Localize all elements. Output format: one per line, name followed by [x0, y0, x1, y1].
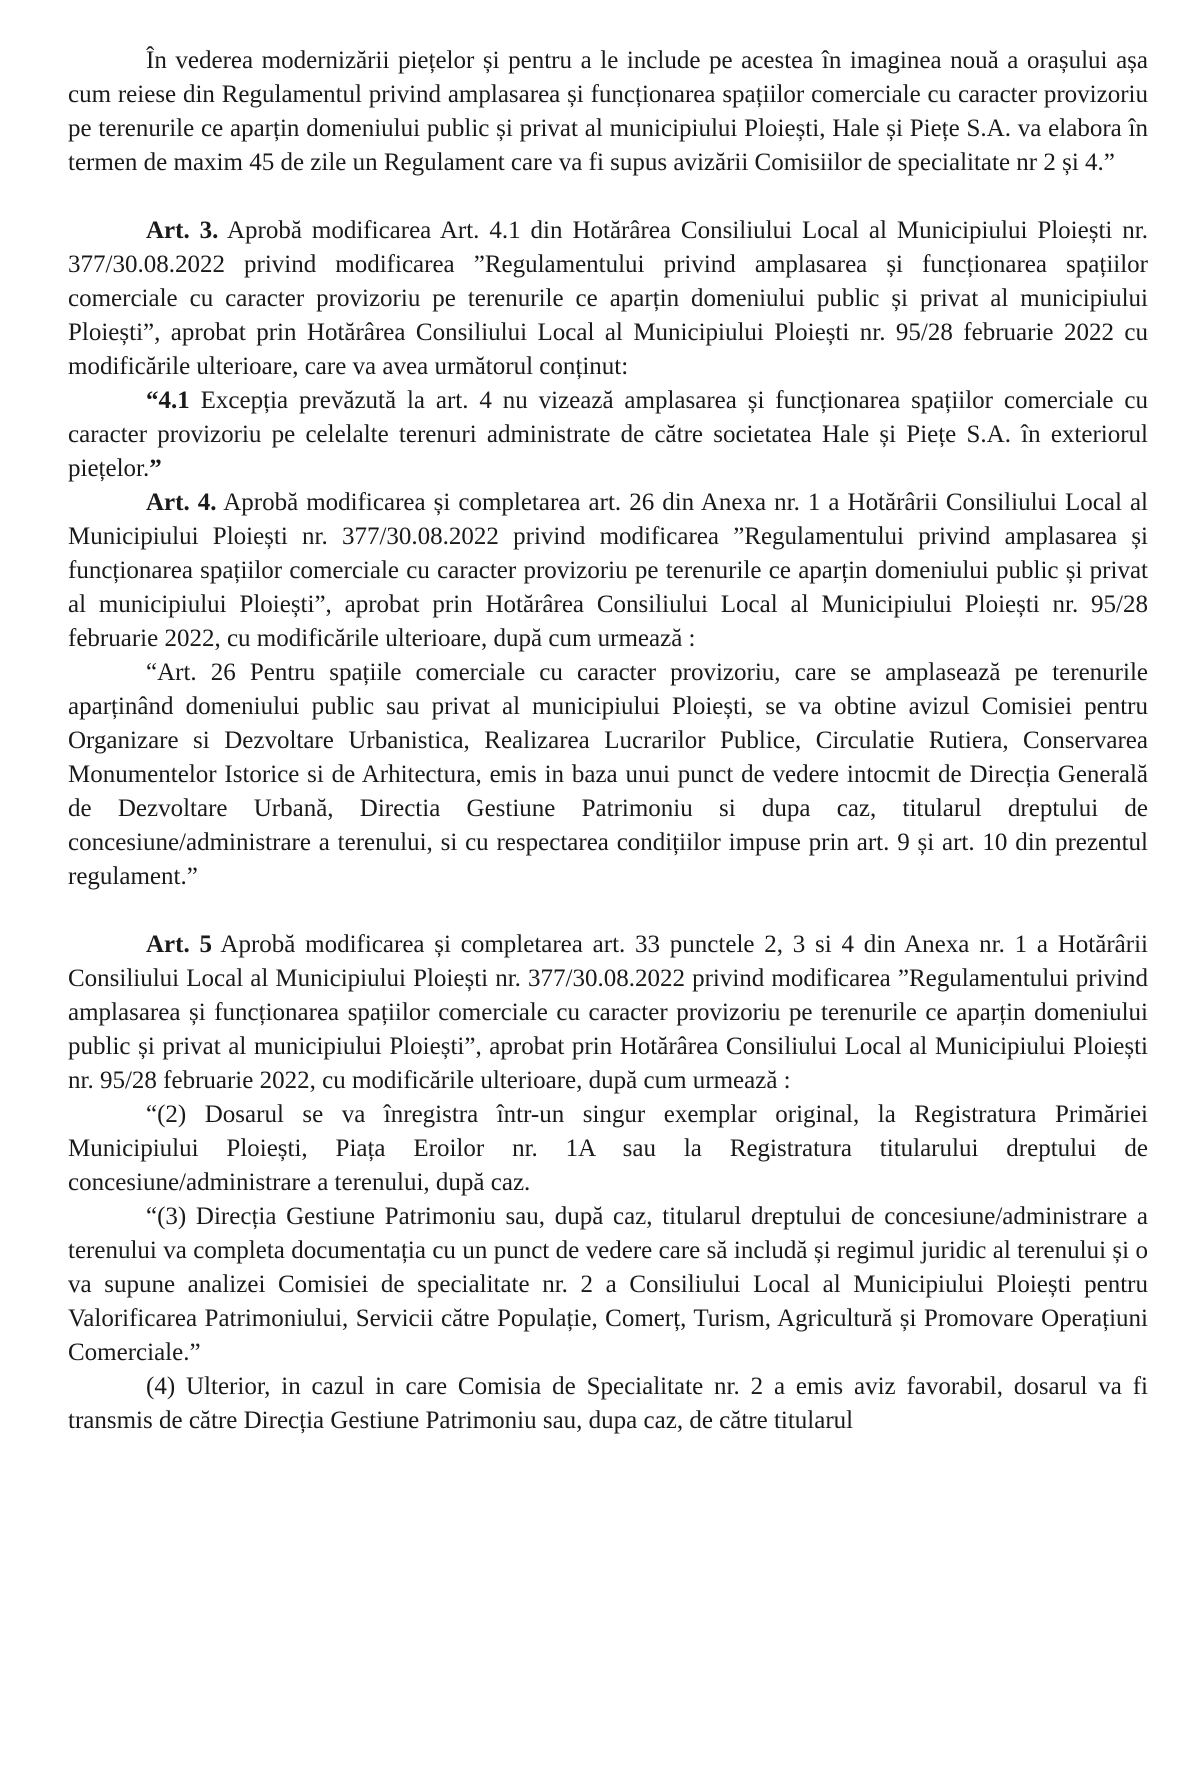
article-5-point-3: “(3) Direcția Gestiune Patrimoniu sau, după caz, titularul dreptului de concesiune/administrare a terenului va completa documentația cu un punct de vedere care să includă și regimul juridic al terenului și o va supune analizei Comisiei de specialitate nr. 2 a Consiliului Local al Municipiului Ploiești pentru Valorificarea Patrimoniului, Servicii către Populație, Comerț, Turism, Agricultură și Promovare Operațiuni Comerciale.” [68, 1203, 1148, 1366]
article-5-point-2: “(2) Dosarul se va înregistra într-un singur exemplar original, la Registratura Primăriei Municipiului Ploiești, Piața Eroilor nr. 1A sau la Registratura titularului dreptului de concesiune/administrare a terenului, după caz. [68, 1101, 1148, 1196]
article-4-label: Art. 4. [146, 489, 217, 516]
paragraph-intro: În vederea modernizării piețelor și pentru a le include pe acestea în imaginea nouă a orașului așa cum reiese din Regulamentul privind amplasarea și funcționarea spațiilor comerciale cu caracter provizoriu pe terenurile ce aparțin domeniului public și privat al municipiului Ploiești, Hale și Piețe S.A. va elabora în termen de maxim 45 de zile un Regulament care va fi supus avizării Comisiilor de specialitate nr 2 și 4.” [68, 47, 1148, 176]
article-4-text: Aprobă modificarea și completarea art. 26 din Anexa nr. 1 a Hotărârii Consiliului Local al Municipiului Ploiești nr. 377/30.08.2022 privind modificarea ”Regulamentului privind amplasarea și funcționarea spațiilor comerciale cu caracter provizoriu pe terenurile ce aparțin domeniului public și privat al municipiului Ploiești”, aprobat prin Hotărârea Consiliului Local al Municipiului Ploiești nr. 95/28 februarie 2022, cu modificările ulterioare, după cum urmează : [68, 489, 1149, 652]
article-3 [68, 214, 1148, 384]
article-3-quote-end: ” [149, 455, 162, 482]
article-5 [68, 928, 1148, 1098]
article-3-label: Art. 3. [146, 217, 219, 244]
article-4-quote: “Art. 26 Pentru spațiile comerciale cu caracter provizoriu, care se amplasează pe terenurile aparținând domeniului public sau privat al municipiului Ploiești, se va obtine avizul Comisiei pentru Organizare si Dezvoltare Urbanistica, Realizarea Lucrarilor Publice, Circulatie Rutiera, Conservarea Monumentelor Istorice si de Arhitectura, emis in baza unui punct de vedere intocmit de Direcția Generală de Dezvoltare Urbană, Directia Gestiune Patrimoniu si dupa caz, titularul dreptului de concesiune/administrare a terenului, si cu respectarea condițiilor impuse prin art. 9 și art. 10 din prezentul regulament.” [68, 659, 1148, 890]
article-5-label: Art. 5 [146, 931, 212, 958]
article-5-text: Aprobă modificarea și completarea art. 33 punctele 2, 3 si 4 din Anexa nr. 1 a Hotărârii Consiliului Local al Municipiului Ploiești nr. 377/30.08.2022 privind modificarea ”Regulamentului privind amplasarea și funcționarea spațiilor comerciale cu caracter provizoriu pe terenurile ce aparțin domeniului public și privat al municipiului Ploiești”, aprobat prin Hotărârea Consiliului Local al Municipiului Ploiești nr. 95/28 februarie 2022, cu modificările ulterioare, după cum urmează : [68, 931, 1148, 1094]
article-5-point-4: (4) Ulterior, in cazul in care Comisia de Specialitate nr. 2 a emis aviz favorabil, dosarul va fi transmis de către Direcția Gestiune Patrimoniu sau, dupa caz, de către titularul [68, 1373, 1148, 1434]
article-3-quote-label: “4.1 [146, 387, 190, 414]
article-3-text: Aprobă modificarea Art. 4.1 din Hotărârea Consiliului Local al Municipiului Ploiești nr. 377/30.08.2022 privind modificarea ”Regulamentului privind amplasarea și funcționarea spațiilor comerciale cu caracter provizoriu pe terenurile ce aparțin domeniului public și privat al municipiului Ploiești”, aprobat prin Hotărârea Consiliului Local al Municipiului Ploiești nr. 95/28 februarie 2022 cu modificările ulterioare, care va avea următorul conținut: [68, 217, 1148, 380]
article-3-quote-text: Excepția prevăzută la art. 4 nu vizează amplasarea și funcționarea spațiilor comerciale cu caracter provizoriu pe celelalte terenuri administrate de către societatea Hale și Piețe S.A. în exteriorul piețelor. [68, 387, 1148, 482]
article-3-quote [68, 384, 1148, 486]
article-4 [68, 486, 1148, 656]
